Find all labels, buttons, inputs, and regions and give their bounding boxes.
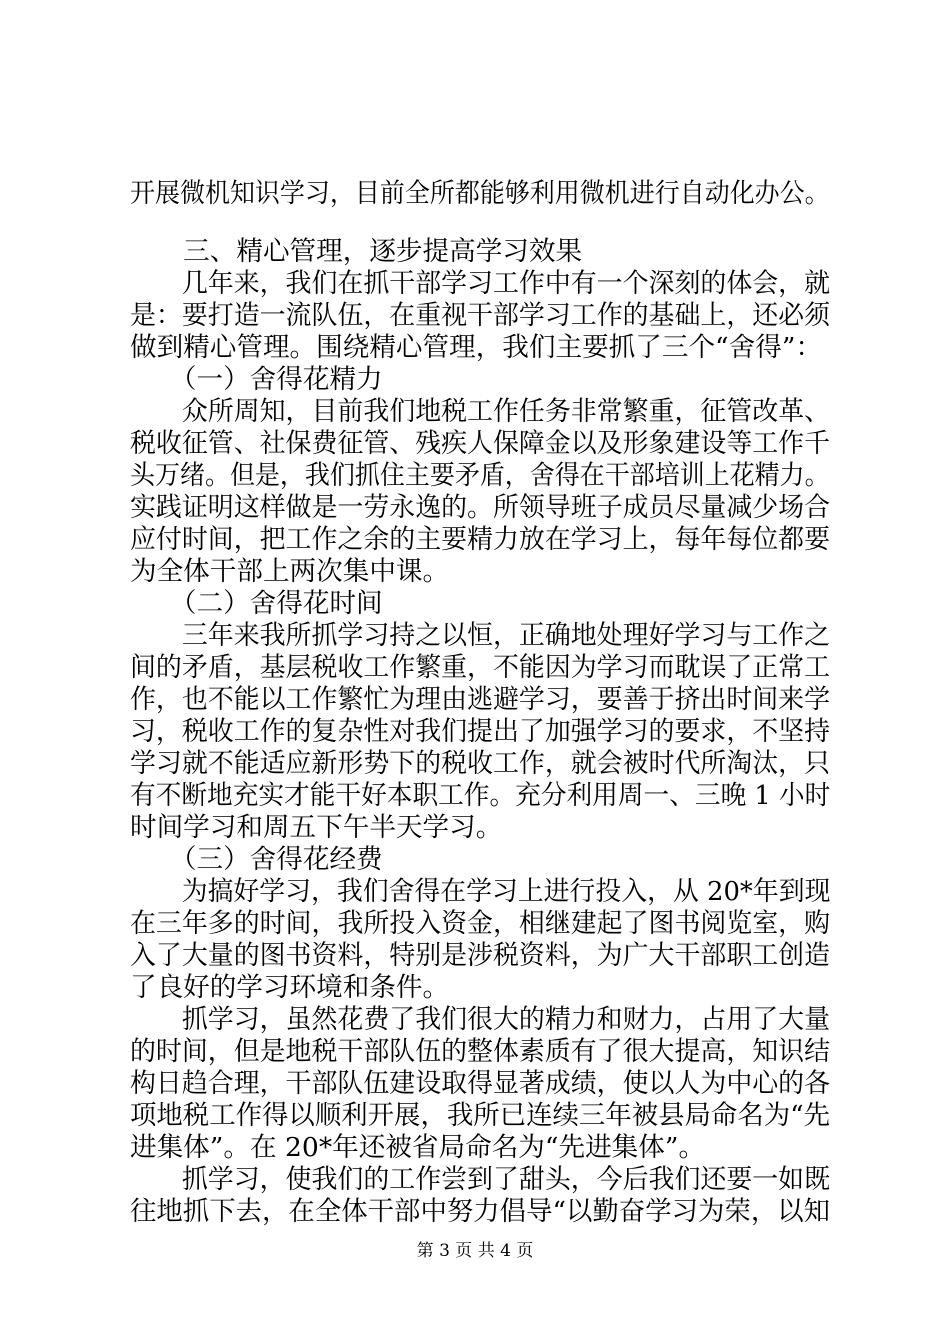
text-line: 时间学习和周五下午半天学习。 [130,812,503,843]
text-line: 众所周知，目前我们地税工作任务非常繁重，征管改革、 [130,396,831,427]
subsection-heading: （三）舍得花经费 [130,844,383,875]
subsection-heading: （二）舍得花时间 [130,588,383,619]
text-line: 为全体干部上两次集中课。 [130,556,450,587]
text-line: 项地税工作得以顺利开展，我所已连续三年被县局命名为“先 [130,1100,831,1131]
text-line: 在三年多的时间，我所投入资金，相继建起了图书阅览室，购 [130,908,831,939]
text-line: 学习就不能适应新形势下的税收工作，就会被时代所淘汰，只 [130,748,831,779]
text-line: 应付时间，把工作之余的主要精力放在学习上，每年每位都要 [130,524,831,555]
text-line: 入了大量的图书资料，特别是涉税资料，为广大干部职工创造 [130,940,831,971]
text-line: 了良好的学习环境和条件。 [130,972,450,1003]
text-line: 为搞好学习，我们舍得在学习上进行投入，从 20*年到现 [130,876,831,907]
text-line: 头万绪。但是，我们抓住主要矛盾，舍得在干部培训上花精力。 [130,460,830,491]
text-line: 习，税收工作的复杂性对我们提出了加强学习的要求，不坚持 [130,716,831,747]
section-heading: 三、精心管理，逐步提高学习效果 [130,236,583,267]
text-line: 实践证明这样做是一劳永逸的。所领导班子成员尽量减少场合 [130,492,831,523]
subsection-heading: （一）舍得花精力 [130,364,383,395]
page-number: 第 3 页 共 4 页 [416,1241,534,1261]
text-line: 抓学习，使我们的工作尝到了甜头，今后我们还要一如既 [130,1164,831,1195]
text-line: 几年来，我们在抓干部学习工作中有一个深刻的体会，就 [130,268,831,299]
text-line: 构日趋合理，干部队伍建设取得显著成绩，使以人为中心的各 [130,1068,831,1099]
text-line: 间的矛盾，基层税收工作繁重，不能因为学习而耽误了正常工 [130,652,831,683]
text-line: 有不断地充实才能干好本职工作。充分利用周一、三晚 1 小时 [130,780,831,811]
text-line: 三年来我所抓学习持之以恒，正确地处理好学习与工作之 [130,620,831,651]
text-line: 是：要打造一流队伍，在重视干部学习工作的基础上，还必须 [130,300,831,331]
text-line: 做到精心管理。围绕精心管理，我们主要抓了三个“舍得”： [130,332,823,363]
text-line: 作，也不能以工作繁忙为理由逃避学习，要善于挤出时间来学 [130,684,831,715]
text-line: 的时间，但是地税干部队伍的整体素质有了很大提高，知识结 [130,1036,831,1067]
text-line: 开展微机知识学习，目前全所都能够利用微机进行自动化办公。 [130,178,830,209]
text-line: 抓学习，虽然花费了我们很大的精力和财力，占用了大量 [130,1004,831,1035]
text-line: 税收征管、社保费征管、残疾人保障金以及形象建设等工作千 [130,428,831,459]
text-line: 进集体”。在 20*年还被省局命名为“先进集体”。 [130,1132,706,1163]
text-line: 往地抓下去，在全体干部中努力倡导“以勤奋学习为荣，以知 [130,1196,831,1227]
